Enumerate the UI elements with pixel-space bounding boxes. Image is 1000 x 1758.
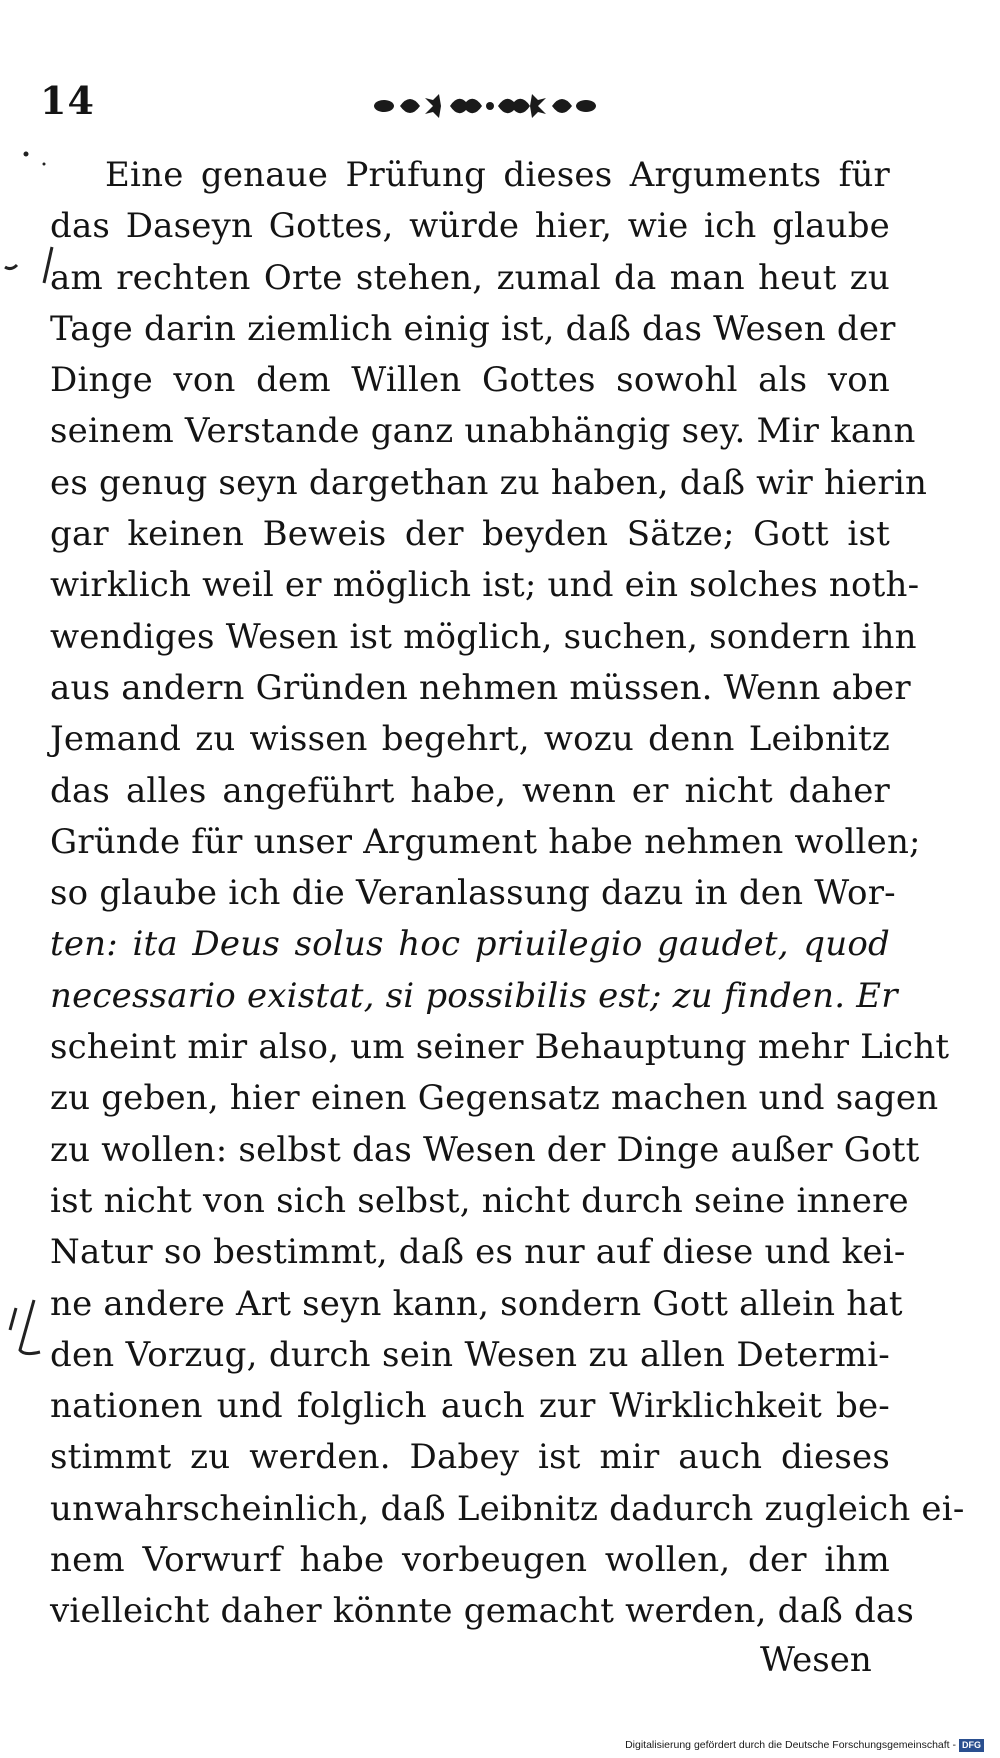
text-line: Jemand zu wissen begehrt, wozu denn Leibnitz [50, 719, 890, 760]
margin-dot-mark [20, 148, 50, 178]
text-line: das alles angeführt habe, wenn er nicht daher [50, 770, 890, 811]
body-text [50, 150, 965, 1638]
text-line: ne andere Art seyn kann, sondern Gott allein hat [50, 1283, 903, 1324]
text-line-latin: ten: ita Deus solus hoc priuilegio gaudet, quod [50, 924, 890, 965]
text-line: Tage darin ziemlich einig ist, daß das Wesen der [50, 308, 896, 349]
digitization-footer [625, 1738, 984, 1752]
floral-ornament-icon [370, 84, 600, 124]
text-line: zu geben, hier einen Gegensatz machen und sagen [50, 1078, 939, 1119]
text-line: seinem Verstande ganz unabhängig sey. Mir kann [50, 411, 916, 452]
text-line: wirklich weil er möglich ist; und ein solches noth- [50, 565, 920, 606]
catchword: Wesen [760, 1640, 872, 1680]
text-line: wendiges Wesen ist möglich, suchen, sondern ihn [50, 616, 917, 657]
text-line: scheint mir also, um seiner Behauptung mehr Licht [50, 1027, 950, 1068]
text-line: das Daseyn Gottes, würde hier, wie ich glaube [50, 206, 890, 247]
text-line: den Vorzug, durch sein Wesen zu allen Determi- [50, 1334, 890, 1375]
text-line: unwahrscheinlich, daß Leibnitz dadurch zugleich ei- [50, 1488, 965, 1529]
footer-credit-text: Digitalisierung gefördert durch die Deutsche Forschungsgemeinschaft - [625, 1739, 956, 1751]
text-line: es genug seyn dargethan zu haben, daß wir hierin [50, 462, 928, 503]
text-line: aus andern Gründen nehmen müssen. Wenn aber [50, 667, 911, 708]
text-line: stimmt zu werden. Dabey ist mir auch dieses [50, 1437, 890, 1478]
text-line: Natur so bestimmt, daß es nur auf diese und kei- [50, 1232, 906, 1273]
text-line: am rechten Orte stehen, zumal da man heut zu [50, 257, 890, 298]
text-line: nem Vorwurf habe vorbeugen wollen, der ihm [50, 1540, 890, 1581]
text-line: nationen und folglich auch zur Wirklichkeit be- [50, 1386, 890, 1427]
margin-bracket-mark [4, 1290, 48, 1370]
text-line: vielleicht daher könnte gemacht werden, daß das [50, 1591, 915, 1632]
text-line: ist nicht von sich selbst, nicht durch seine innere [50, 1180, 909, 1221]
text-line: zu wollen: selbst das Wesen der Dinge außer Gott [50, 1129, 920, 1170]
text-line: Dinge von dem Willen Gottes sowohl als von [50, 360, 890, 401]
text-line: so glaube ich die Veranlassung dazu in den Wor- [50, 873, 896, 914]
text-line: Eine genaue Prüfung dieses Arguments für [105, 155, 890, 195]
text-line: gar keinen Beweis der beyden Sätze; Gott ist [50, 514, 890, 555]
page-number: 14 [40, 78, 95, 123]
text-line-latin: necessario existat, si possibilis est; zu finden. Er [50, 975, 898, 1016]
text-line: Gründe für unser Argument habe nehmen wollen; [50, 821, 921, 862]
dfg-logo-badge: DFG [959, 1739, 984, 1752]
